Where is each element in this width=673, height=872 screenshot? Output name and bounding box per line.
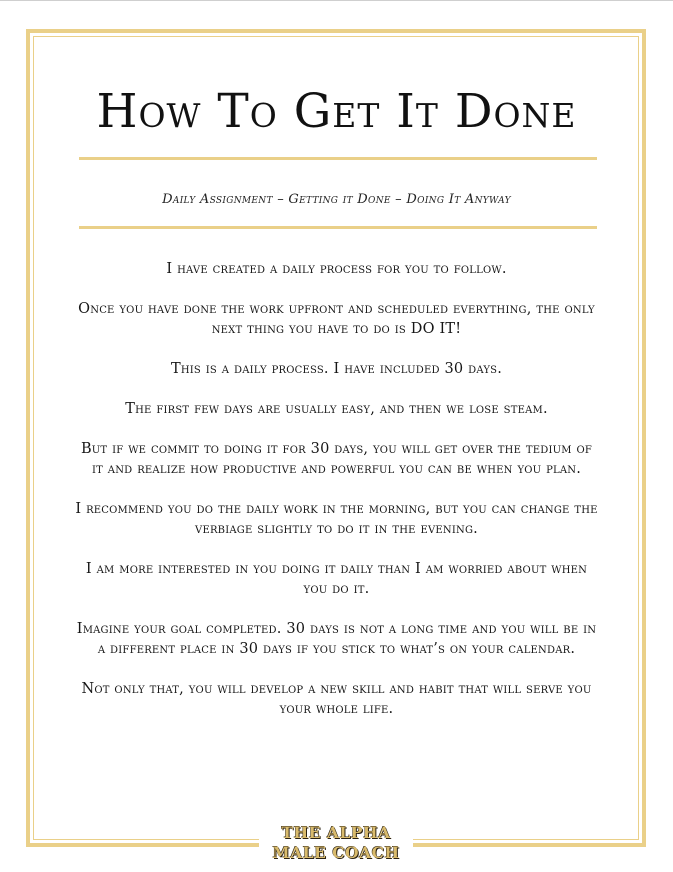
body-text <box>74 259 599 739</box>
paragraph-8: Imagine your goal completed. 30 days is not a long time and you will be in a different place in 30 days if you stick to what’s on your calendar. <box>76 621 597 657</box>
paragraph-9: Not only that, you will develop a new skill and habit that will serve you your whole life. <box>81 681 592 717</box>
logo-line-1: THE ALPHA <box>281 823 391 842</box>
brand-logo <box>259 823 413 863</box>
paragraph-6: I recommend you do the daily work in the morning, but you can change the verbiage slightly to do it in the evening. <box>75 501 598 537</box>
top-divider <box>0 0 673 1</box>
page-subtitle: Daily Assignment – Getting it Done – Doing It Anyway <box>162 192 511 207</box>
title-rule-top <box>79 157 597 160</box>
title-rule-bottom <box>79 226 597 229</box>
paragraph-5: But if we commit to doing it for 30 days, you will get over the tedium of it and realize how productive and powerful you can be when you plan. <box>80 441 593 477</box>
page-title: How To Get It Done <box>96 84 577 139</box>
logo-line-2: MALE COACH <box>272 843 400 862</box>
paragraph-2: Once you have done the work upfront and scheduled everything, the only next thing you have to do is DO IT! <box>78 301 595 337</box>
paragraph-4: The first few days are usually easy, and then we lose steam. <box>125 401 548 417</box>
paragraph-3: This is a daily process. I have included 30 days. <box>170 361 503 377</box>
paragraph-7: I am more interested in you doing it daily than I am worried about when you do it. <box>85 561 588 597</box>
paragraph-1: I have created a daily process for you to follow. <box>166 261 507 277</box>
